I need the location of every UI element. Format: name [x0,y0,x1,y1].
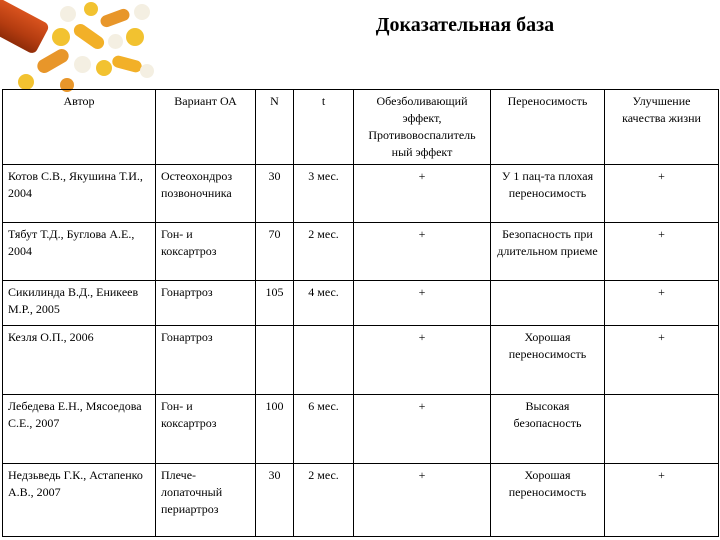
cell-n: 105 [256,281,294,326]
header-author: Автор [3,90,156,165]
cell-n: 30 [256,165,294,223]
cell-author: Котов С.В., Якушина Т.И., 2004 [3,165,156,223]
cell-tolerance [491,281,605,326]
cell-n: 70 [256,223,294,281]
cell-effect: + [354,281,491,326]
cell-author: Недзьведь Г.К., Астапенко А.В., 2007 [3,464,156,537]
cell-t: 2 мес. [294,223,354,281]
cell-quality: + [605,326,719,395]
cell-effect: + [354,223,491,281]
cell-tolerance: У 1 пац-та плохая переносимость [491,165,605,223]
pill-bottle [0,0,50,55]
cell-variant: Плече-лопаточный периартроз [156,464,256,537]
cell-tolerance: Безопасность при длительном приеме [491,223,605,281]
header-n: N [256,90,294,165]
cell-t: 3 мес. [294,165,354,223]
table-row [3,464,719,537]
header-quality: Улучшение качества жизни [605,90,719,165]
cell-quality [605,395,719,464]
cell-author: Сикилинда В.Д., Еникеев М.Р., 2005 [3,281,156,326]
table-row [3,395,719,464]
cell-effect: + [354,395,491,464]
evidence-table [2,89,719,537]
header-effect: Обезболивающий эффект, Противовоспалитель ный эффект [354,90,491,165]
header-tolerance: Переносимость [491,90,605,165]
cell-t: 2 мес. [294,464,354,537]
cell-variant: Остеохондроз позвоночника [156,165,256,223]
cell-effect: + [354,326,491,395]
pills-image [0,0,160,92]
cell-quality: + [605,165,719,223]
cell-quality: + [605,281,719,326]
cell-tolerance: Хорошая переносимость [491,326,605,395]
page-title: Доказательная база [375,14,555,36]
cell-effect: + [354,165,491,223]
cell-author: Кезля О.П., 2006 [3,326,156,395]
cell-quality: + [605,223,719,281]
table-row [3,326,719,395]
cell-n [256,326,294,395]
cell-author: Тябут Т.Д., Буглова А.Е., 2004 [3,223,156,281]
cell-variant: Гонартроз [156,326,256,395]
cell-variant: Гон- и коксартроз [156,223,256,281]
cell-variant: Гонартроз [156,281,256,326]
table-row [3,281,719,326]
cell-n: 100 [256,395,294,464]
cell-tolerance: Высокая безопасность [491,395,605,464]
cell-t [294,326,354,395]
cell-t: 6 мес. [294,395,354,464]
cell-t: 4 мес. [294,281,354,326]
table-row [3,223,719,281]
cell-effect: + [354,464,491,537]
cell-tolerance: Хорошая переносимость [491,464,605,537]
cell-variant: Гон- и коксартроз [156,395,256,464]
cell-author: Лебедева Е.Н., Мясоедова С.Е., 2007 [3,395,156,464]
cell-quality: + [605,464,719,537]
header-row [3,90,719,165]
header-t: t [294,90,354,165]
cell-n: 30 [256,464,294,537]
table-row [3,165,719,223]
header-variant: Вариант ОА [156,90,256,165]
